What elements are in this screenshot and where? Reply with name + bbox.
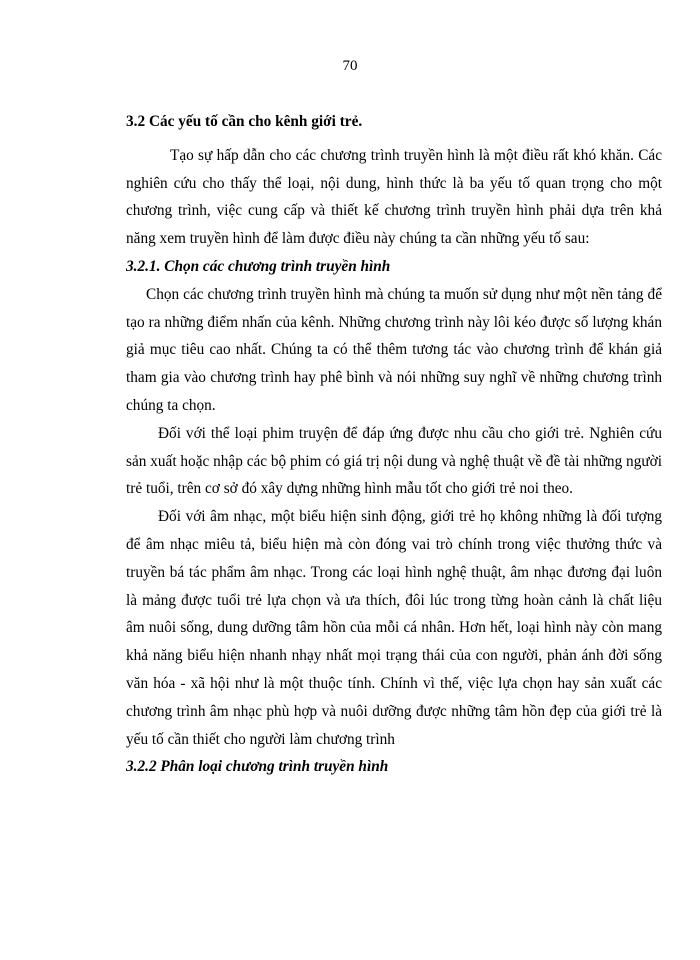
paragraph-3: Đối với âm nhạc, một biểu hiện sinh động, giới trẻ họ không những là đối tượng để âm nhạc miêu tả, biểu hiện mà còn đóng vai trò chính trong việc thưởng thức và truyền bá tác phẩm âm nhạc. Trong các loại hình nghệ thuật, âm nhạc đương đại luôn là mảng được tuổi trẻ lựa chọn và ưa thích, đôi lúc trong từng hoàn cảnh là chất liệu âm nuôi sống, dung dưỡng tâm hồn của mỗi cá nhân. Hơn hết, loại hình này còn mang khả năng biểu hiện nhanh nhạy nhất mọi trạng thái của con người, phản ánh đời sống văn hóa - xã hội như là một thuộc tính. Chính vì thế, việc lựa chọn hay sản xuất các chương trình âm nhạc phù hợp và nuôi dưỡng được những tâm hồn đẹp của giới trẻ là yếu tố cần thiết cho người làm chương trình — [126, 508, 662, 748]
document-body — [126, 108, 662, 781]
paragraph-2: Đối với thể loại phim truyện để đáp ứng được nhu cầu cho giới trẻ. Nghiên cứu sản xuất hoặc nhập các bộ phim có giá trị nội dung và nghệ thuật về đề tài những người trẻ tuổi, trên cơ sở đó xây dựng những hình mẫu tốt cho giới trẻ noi theo. — [126, 424, 662, 498]
section-heading: 3.2 Các yếu tố cần cho kênh giới trẻ. — [126, 113, 363, 130]
intro-paragraph: Tạo sự hấp dẫn cho các chương trình truyền hình là một điều rất khó khăn. Các nghiên cứu cho thấy thể loại, nội dung, hình thức là ba yếu tố quan trọng cho một chương trình, việc cung cấp và thiết kế chương trình truyền hình phải dựa trên khả năng xem truyền hình để làm được điều này chúng ta cần những yếu tố sau: — [126, 146, 662, 248]
subsection-heading-2: 3.2.2 Phân loại chương trình truyền hình — [126, 758, 389, 776]
subsection-heading-1: 3.2.1. Chọn các chương trình truyền hình — [126, 257, 391, 275]
page-number: 70 — [342, 58, 358, 74]
paragraph-1: Chọn các chương trình truyền hình mà chúng ta muốn sử dụng như một nền tảng để tạo ra những điểm nhấn của kênh. Những chương trình này lôi kéo được số lượng khán giả mục tiêu cao nhất. Chúng ta có thể thêm tương tác vào chương trình để khán giả tham gia vào chương trình hay phê bình và nói những suy nghĩ về những chương trình chúng ta chọn. — [126, 285, 662, 414]
